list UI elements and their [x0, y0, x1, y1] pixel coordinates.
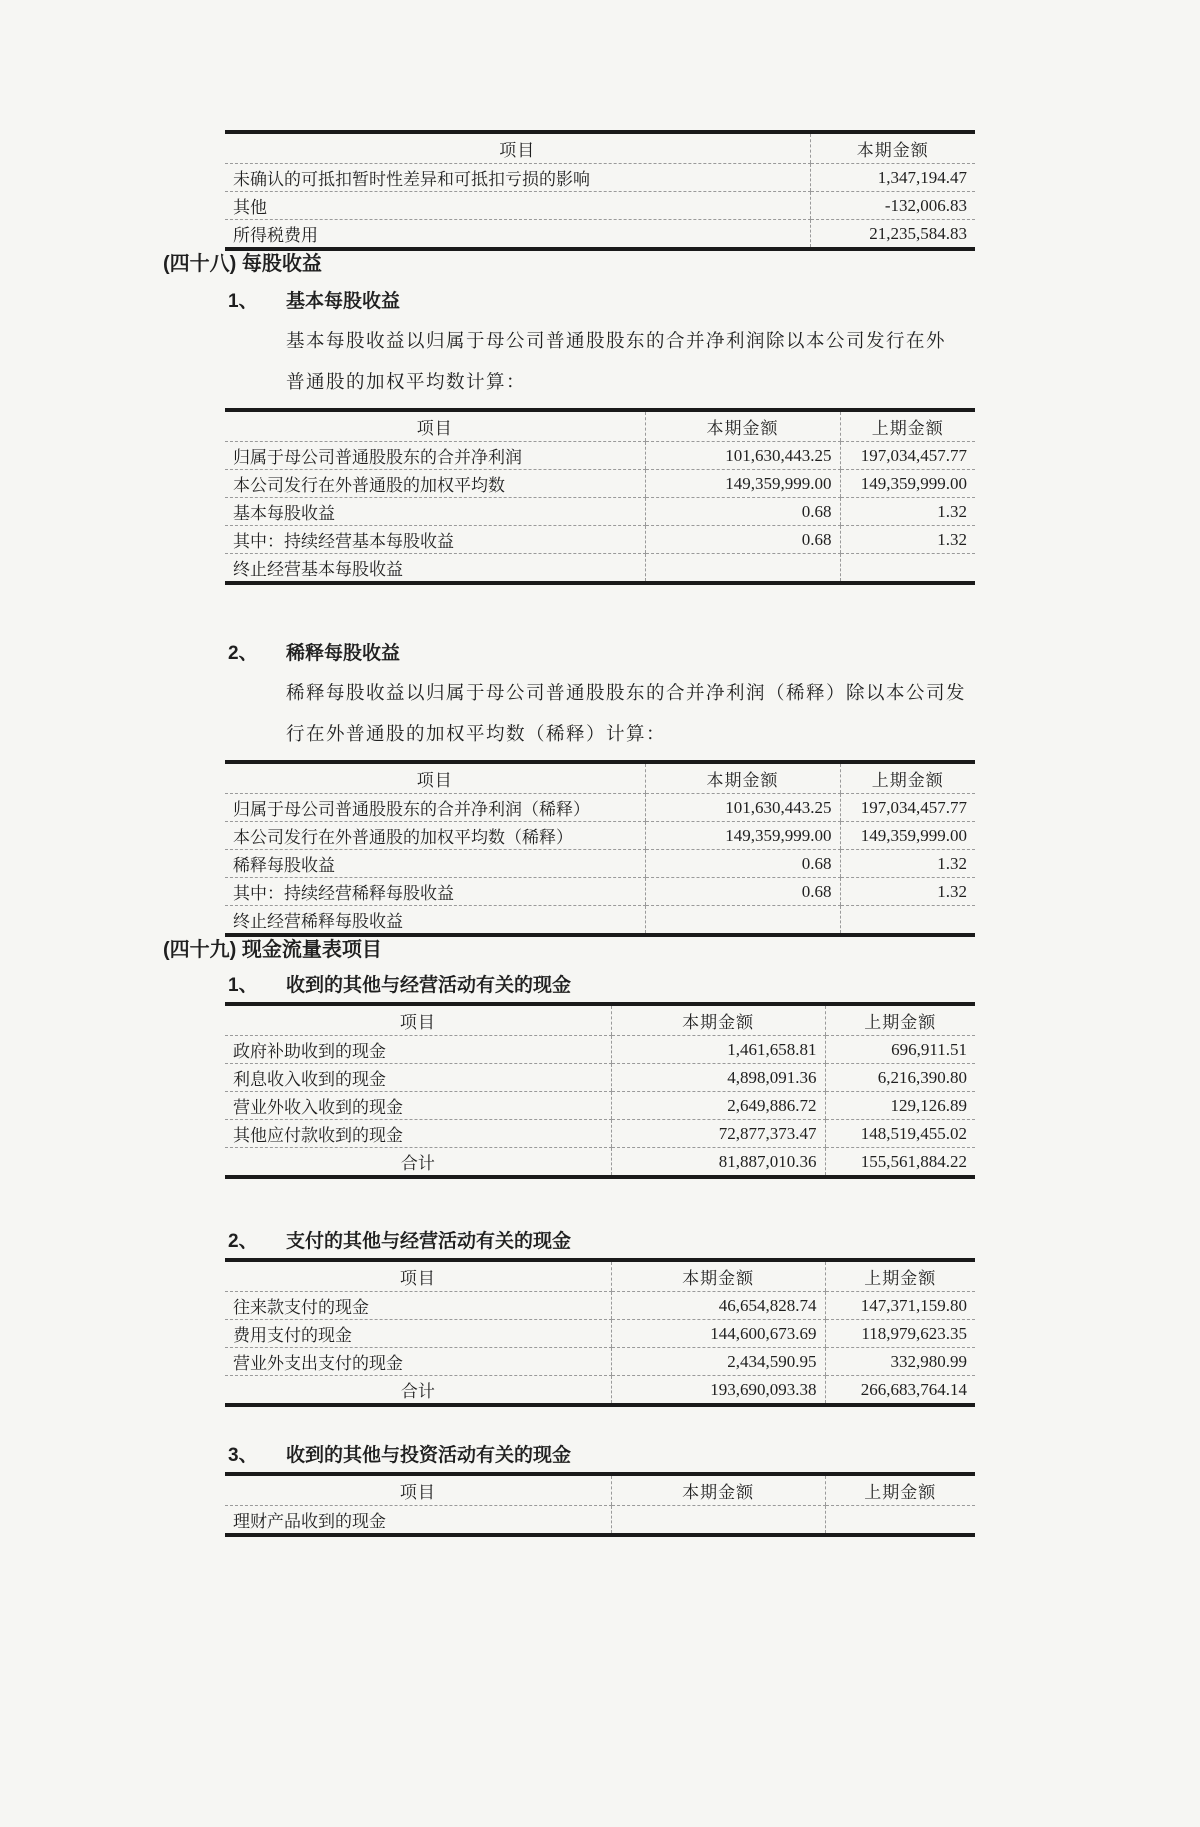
- amount-cell: 1.32: [840, 498, 975, 526]
- amount-cell: [611, 1506, 825, 1536]
- subsection-title: 稀释每股收益: [286, 643, 401, 664]
- paragraph-line: 基本每股收益以归属于母公司普通股股东的合并净利润除以本公司发行在外: [286, 332, 947, 352]
- table-header-cell: 上期金额: [840, 762, 975, 794]
- table-row: [225, 1376, 975, 1406]
- table-header-row: [225, 1474, 975, 1506]
- table-row: [225, 1120, 975, 1148]
- basic-eps-table: [225, 408, 975, 585]
- table-row: [225, 220, 975, 250]
- table-row: [225, 1092, 975, 1120]
- item-label-cell: 利息收入收到的现金: [225, 1064, 611, 1092]
- section-49-heading: (四十九) 现金流量表项目: [163, 939, 382, 961]
- table-header-row: [225, 762, 975, 794]
- amount-cell: 46,654,828.74: [611, 1292, 825, 1320]
- amount-cell: 149,359,999.00: [840, 470, 975, 498]
- item-label-cell: 终止经营基本每股收益: [233, 560, 403, 579]
- amount-cell: 2,649,886.72: [611, 1092, 825, 1120]
- amount-cell: [840, 554, 975, 584]
- amount-cell: -132,006.83: [810, 192, 975, 220]
- amount-cell: 1.32: [840, 526, 975, 554]
- table-row: [225, 526, 975, 554]
- table-header-cell: 项目: [225, 132, 810, 164]
- amount-cell: 197,034,457.77: [840, 442, 975, 470]
- financial-report-page: [0, 130, 1200, 1537]
- item-label-cell: 基本每股收益: [225, 498, 645, 526]
- table-row: [225, 1506, 975, 1536]
- cash-received-investing-table-block: [225, 1472, 975, 1537]
- table-header-cell: 本期金额: [611, 1004, 825, 1036]
- amount-cell: 129,126.89: [825, 1092, 975, 1120]
- cash-received-operating-table-block: [225, 1002, 975, 1179]
- table-row: [225, 192, 975, 220]
- section-48-heading: (四十八) 每股收益: [163, 253, 322, 275]
- basic-eps-paragraph: [286, 322, 1200, 404]
- diluted-eps-table: [225, 760, 975, 937]
- table-row: [225, 554, 975, 584]
- item-label-cell: 所得税费用: [233, 226, 318, 245]
- paragraph-line: 行在外普通股的加权平均数（稀释）计算：: [286, 725, 667, 745]
- item-label-cell: 营业外收入收到的现金: [225, 1092, 611, 1120]
- cash-received-investing-table: [225, 1472, 975, 1537]
- item-label-cell: 合计: [400, 1382, 435, 1401]
- subsection-basic-eps-heading: [228, 289, 1200, 314]
- item-label-cell: 归属于母公司普通股股东的合并净利润: [225, 442, 645, 470]
- table-row: [225, 878, 975, 906]
- item-label-cell: 归属于母公司普通股股东的合并净利润（稀释）: [225, 794, 645, 822]
- item-label-cell: 其中：持续经营稀释每股收益: [225, 878, 645, 906]
- subsection-cash-received-operating-heading: [228, 973, 1200, 998]
- amount-cell: 0.68: [645, 850, 840, 878]
- amount-cell: 6,216,390.80: [825, 1064, 975, 1092]
- item-label-cell: 往来款支付的现金: [225, 1292, 611, 1320]
- table-row: [225, 850, 975, 878]
- amount-cell: 1.32: [840, 878, 975, 906]
- cash-paid-operating-table: [225, 1258, 975, 1407]
- item-label-cell: 未确认的可抵扣暂时性差异和可抵扣亏损的影响: [225, 164, 810, 192]
- amount-cell: 155,561,884.22: [825, 1148, 975, 1178]
- table-header-cell: 本期金额: [611, 1474, 825, 1506]
- basic-eps-table-block: [225, 408, 975, 585]
- table-header-cell: 上期金额: [825, 1004, 975, 1036]
- amount-cell: 81,887,010.36: [611, 1148, 825, 1178]
- amount-cell: 1,347,194.47: [810, 164, 975, 192]
- amount-cell: 148,519,455.02: [825, 1120, 975, 1148]
- table-row: [225, 1148, 975, 1178]
- table-row: [225, 794, 975, 822]
- subsection-title: 基本每股收益: [286, 291, 401, 312]
- subsection-number: 2、: [228, 643, 258, 664]
- table-row: [225, 1036, 975, 1064]
- item-label-cell: 其中：持续经营基本每股收益: [225, 526, 645, 554]
- amount-cell: 0.68: [645, 526, 840, 554]
- subsection-title: 收到的其他与投资活动有关的现金: [286, 1445, 572, 1466]
- item-label-cell: 政府补助收到的现金: [225, 1036, 611, 1064]
- subsection-number: 3、: [228, 1445, 258, 1466]
- paragraph-line: 普通股的加权平均数计算：: [286, 373, 527, 393]
- amount-cell: 332,980.99: [825, 1348, 975, 1376]
- cash-paid-operating-table-block: [225, 1258, 975, 1407]
- income-tax-table-block: [225, 130, 975, 251]
- amount-cell: 696,911.51: [825, 1036, 975, 1064]
- table-header-cell: 项目: [225, 762, 645, 794]
- table-header-cell: 本期金额: [611, 1260, 825, 1292]
- table-row: [225, 1292, 975, 1320]
- amount-cell: 197,034,457.77: [840, 794, 975, 822]
- table-header-cell: 项目: [225, 1474, 611, 1506]
- diluted-eps-table-block: [225, 760, 975, 937]
- table-header-row: [225, 1004, 975, 1036]
- amount-cell: [825, 1506, 975, 1536]
- cash-received-operating-table: [225, 1002, 975, 1179]
- amount-cell: [645, 906, 840, 936]
- amount-cell: 101,630,443.25: [645, 442, 840, 470]
- table-header-row: [225, 1260, 975, 1292]
- item-label-cell: 稀释每股收益: [225, 850, 645, 878]
- amount-cell: 118,979,623.35: [825, 1320, 975, 1348]
- item-label-cell: 营业外支出支付的现金: [225, 1348, 611, 1376]
- table-row: [225, 906, 975, 936]
- subsection-number: 1、: [228, 291, 258, 312]
- subsection-title: 收到的其他与经营活动有关的现金: [286, 975, 572, 996]
- amount-cell: 149,359,999.00: [645, 470, 840, 498]
- table-header-row: [225, 410, 975, 442]
- subsection-cash-paid-operating-heading: [228, 1229, 1200, 1254]
- amount-cell: 2,434,590.95: [611, 1348, 825, 1376]
- table-row: [225, 1320, 975, 1348]
- table-row: [225, 498, 975, 526]
- table-row: [225, 1348, 975, 1376]
- subsection-title: 支付的其他与经营活动有关的现金: [286, 1231, 572, 1252]
- item-label-cell: 其他应付款收到的现金: [225, 1120, 611, 1148]
- amount-cell: 266,683,764.14: [825, 1376, 975, 1406]
- amount-cell: 1.32: [840, 850, 975, 878]
- amount-cell: 193,690,093.38: [611, 1376, 825, 1406]
- amount-cell: 72,877,373.47: [611, 1120, 825, 1148]
- amount-cell: 149,359,999.00: [645, 822, 840, 850]
- paragraph-line: 稀释每股收益以归属于母公司普通股股东的合并净利润（稀释）除以本公司发: [286, 684, 967, 704]
- amount-cell: 21,235,584.83: [810, 220, 975, 250]
- amount-cell: 1,461,658.81: [611, 1036, 825, 1064]
- table-header-cell: 项目: [225, 1260, 611, 1292]
- amount-cell: 0.68: [645, 878, 840, 906]
- table-header-cell: 项目: [225, 410, 645, 442]
- subsection-diluted-eps-heading: [228, 641, 1200, 666]
- subsection-number: 1、: [228, 975, 258, 996]
- table-header-cell: 项目: [225, 1004, 611, 1036]
- amount-cell: [645, 554, 840, 584]
- table-row: [225, 442, 975, 470]
- table-header-cell: 本期金额: [645, 762, 840, 794]
- table-header-cell: 上期金额: [825, 1474, 975, 1506]
- table-header-cell: 本期金额: [810, 132, 975, 164]
- table-header-cell: 上期金额: [825, 1260, 975, 1292]
- item-label-cell: 合计: [400, 1154, 435, 1173]
- subsection-number: 2、: [228, 1231, 258, 1252]
- amount-cell: [840, 906, 975, 936]
- amount-cell: 149,359,999.00: [840, 822, 975, 850]
- diluted-eps-paragraph: [286, 674, 1200, 756]
- item-label-cell: 本公司发行在外普通股的加权平均数（稀释）: [225, 822, 645, 850]
- table-row: [225, 822, 975, 850]
- item-label-cell: 费用支付的现金: [225, 1320, 611, 1348]
- table-row: [225, 470, 975, 498]
- item-label-cell: 本公司发行在外普通股的加权平均数: [225, 470, 645, 498]
- item-label-cell: 终止经营稀释每股收益: [233, 912, 403, 931]
- amount-cell: 144,600,673.69: [611, 1320, 825, 1348]
- table-header-cell: 本期金额: [645, 410, 840, 442]
- amount-cell: 147,371,159.80: [825, 1292, 975, 1320]
- item-label-cell: 理财产品收到的现金: [233, 1512, 386, 1531]
- table-header-row: [225, 132, 975, 164]
- item-label-cell: 其他: [225, 192, 810, 220]
- income-tax-table: [225, 130, 975, 251]
- amount-cell: 4,898,091.36: [611, 1064, 825, 1092]
- amount-cell: 0.68: [645, 498, 840, 526]
- table-row: [225, 164, 975, 192]
- table-row: [225, 1064, 975, 1092]
- subsection-cash-received-investing-heading: [228, 1443, 1200, 1468]
- table-header-cell: 上期金额: [840, 410, 975, 442]
- amount-cell: 101,630,443.25: [645, 794, 840, 822]
